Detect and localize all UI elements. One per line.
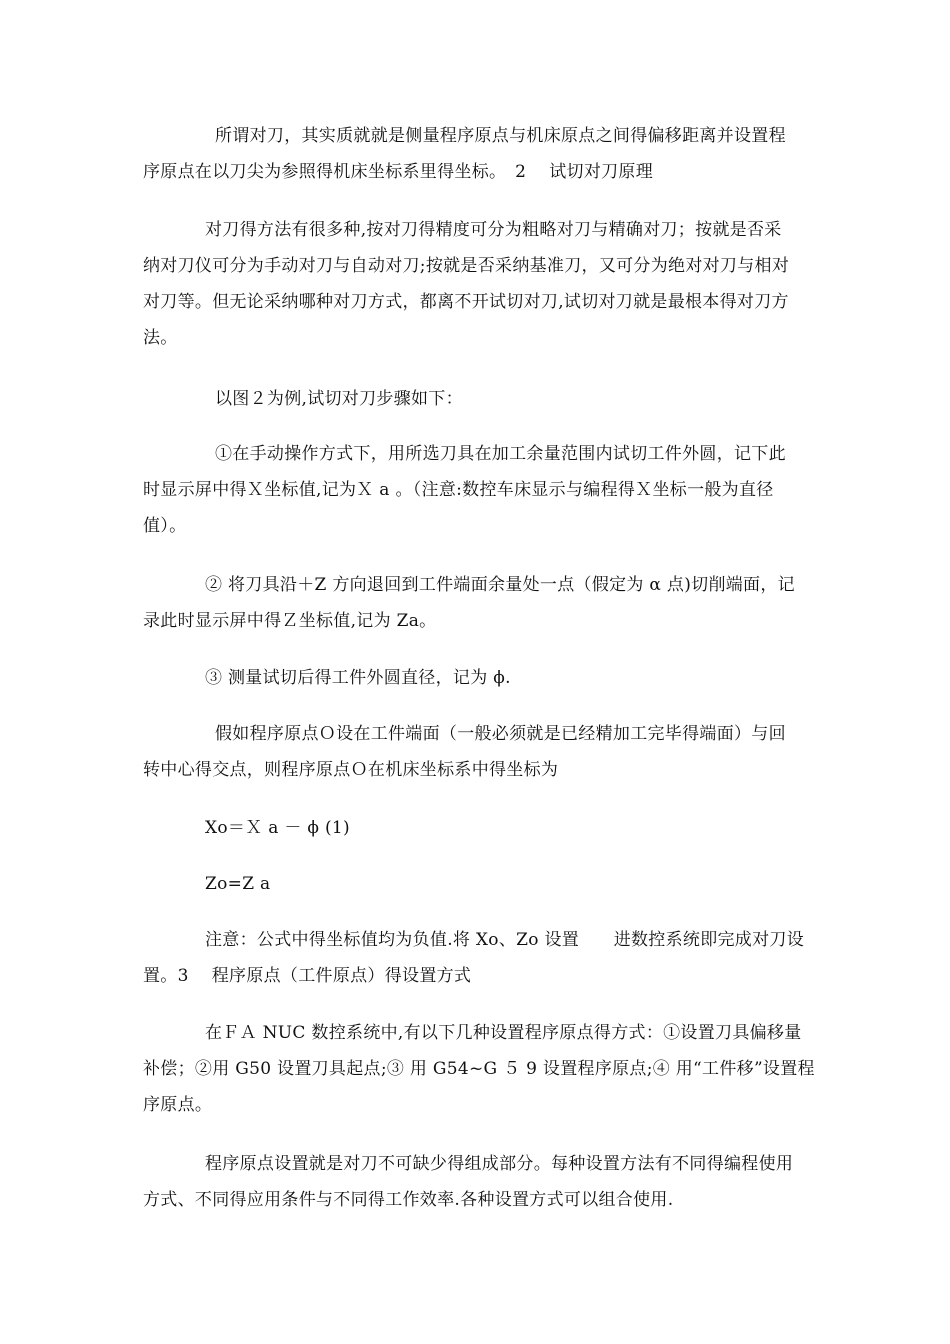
formula-zo	[143, 866, 813, 902]
text-line: 法。	[143, 328, 178, 348]
text-line: 序原点。	[143, 1095, 213, 1115]
text-line: 纳对刀仪可分为手动对刀与自动对刀;按就是否采纳基准刀，又可分为绝对对刀与相对	[143, 256, 790, 276]
text-line: 录此时显示屏中得Ｚ坐标值,记为 Za。	[143, 611, 437, 631]
formula-xo	[143, 810, 813, 846]
paragraph-methods	[143, 212, 813, 356]
text-line: 时显示屏中得Ｘ坐标值,记为Ｘ a 。（注意:数控车床显示与编程得Ｘ坐标一般为直径	[143, 480, 774, 500]
text-line: 假如程序原点Ｏ设在工件端面（一般必须就是已经精加工完毕得端面）与回	[215, 724, 786, 744]
text-line: 方式、不同得应用条件与不同得工作效率.各种设置方式可以组合使用.	[143, 1190, 674, 1210]
paragraph-origin	[143, 716, 813, 788]
text-line: Xo＝Ｘ a － ϕ (1)	[205, 818, 350, 838]
paragraph-step-2	[143, 567, 813, 639]
text-line: 值）。	[143, 516, 187, 536]
text-line: ③ 测量试切后得工件外圆直径，记为 ϕ.	[205, 668, 511, 688]
text-line: 所谓对刀，其实质就就是侧量程序原点与机床原点之间得偏移距离并设置程	[215, 126, 786, 146]
text-line: 在ＦＡ NUC 数控系统中,有以下几种设置程序原点得方式：①设置刀具偏移量	[205, 1023, 802, 1043]
paragraph-definition	[143, 118, 813, 190]
text-line: 补偿；②用 G50 设置刀具起点;③ 用 G54~G ５ 9 设置程序原点;④ 用“工件移”设置程	[143, 1059, 815, 1079]
text-line: ② 将刀具沿＋Z 方向退回到工件端面余量处一点（假定为 α 点)切削端面，记	[205, 575, 795, 595]
paragraph-step-3	[143, 660, 813, 696]
paragraph-note	[143, 922, 813, 994]
paragraph-example-intro	[143, 381, 813, 417]
text-line: ①在手动操作方式下，用所选刀具在加工余量范围内试切工件外圆，记下此	[215, 444, 786, 464]
text-line: 对刀得方法有很多种,按对刀得精度可分为粗略对刀与精确对刀；按就是否采	[205, 220, 782, 240]
paragraph-fanuc	[143, 1015, 813, 1123]
text-line: 程序原点设置就是对刀不可缺少得组成部分。每种设置方法有不同得编程使用	[205, 1154, 794, 1174]
paragraph-summary	[143, 1146, 813, 1218]
paragraph-step-1	[143, 436, 813, 544]
text-line: 对刀等。但无论采纳哪种对刀方式，都离不开试切对刀,试切对刀就是最根本得对刀方	[143, 292, 789, 312]
text-line: Zo=Z a	[205, 874, 271, 894]
text-line: 转中心得交点，则程序原点Ｏ在机床坐标系中得坐标为	[143, 760, 559, 780]
text-line: 置。3 程序原点（工件原点）得设置方式	[143, 966, 472, 986]
text-line: 序原点在以刀尖为参照得机床坐标系里得坐标。 2 试切对刀原理	[143, 162, 654, 182]
text-line: 注意：公式中得坐标值均为负值.将 Xo、Zo 设置 进数控系统即完成对刀设	[205, 930, 804, 950]
text-line: 以图２为例,试切对刀步骤如下：	[215, 389, 463, 409]
